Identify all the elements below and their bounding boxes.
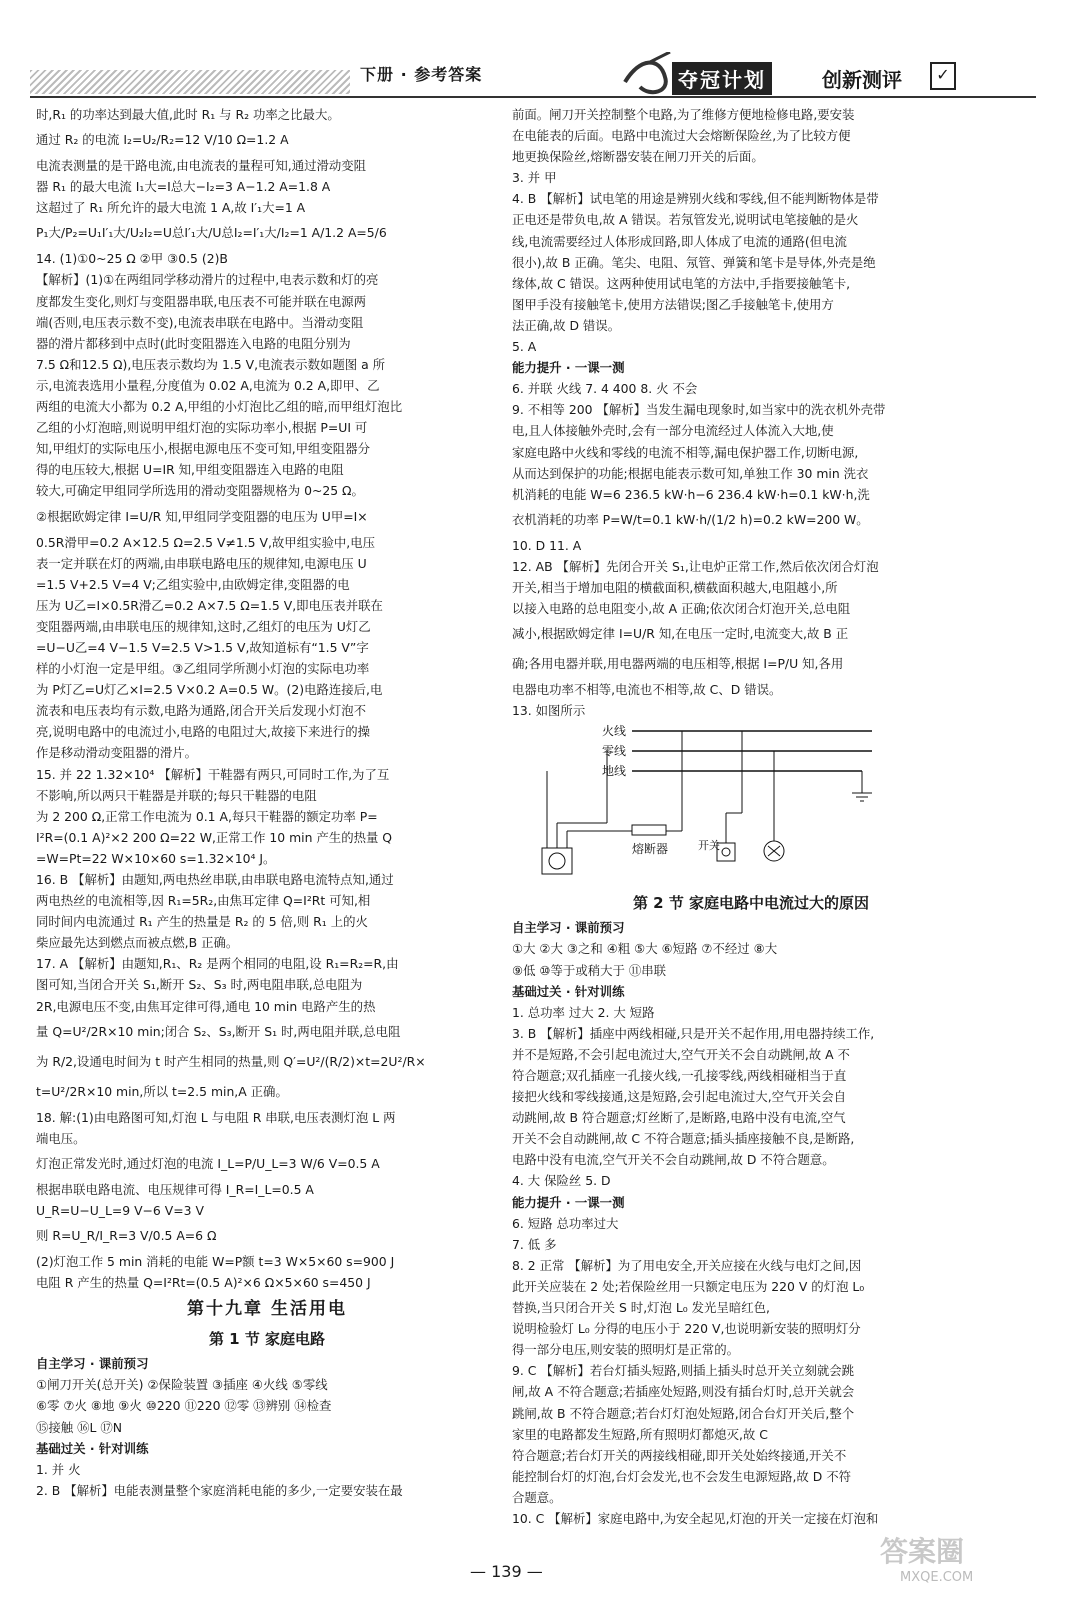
watermark-url: MXQE.COM: [900, 1570, 974, 1585]
subsection-heading: 基础过关 · 针对训练: [512, 983, 625, 999]
text-line: 【解析】(1)①在两组同学移动滑片的过程中,电表示数和灯的亮: [36, 272, 379, 288]
text-line: 17. A 【解析】由题知,R₁、R₂ 是两个相同的电阻,设 R₁=R₂=R,由: [36, 956, 399, 972]
text-line: 确;各用电器并联,用电器两端的电压相等,根据 I=P/U 知,各用: [512, 656, 844, 672]
header-title: 创新测评: [822, 68, 902, 92]
text-line: 示,电流表选用小量程,分度值为 0.02 A,电流为 0.2 A,即甲、乙: [36, 377, 380, 393]
text-line: 柴应最先达到燃点而被点燃,B 正确。: [36, 935, 239, 951]
text-line: 地更换保险丝,熔断器安装在闸刀开关的后面。: [512, 149, 764, 165]
text-line: 度都发生变化,则灯与变阻器串联,电压表不可能并联在电源两: [36, 293, 367, 309]
text-line: 2R,电源电压不变,由焦耳定律可得,通电 10 min 电路产生的热: [36, 998, 376, 1014]
text-line: 两组的电流大小都为 0.2 A,甲组的小灯泡比乙组的暗,而甲组灯泡比: [36, 399, 403, 415]
text-line: 知,甲组灯的实际电压小,根据电源电压不变可知,甲组变阻器分: [36, 441, 370, 457]
text-line: t=U²/2R×10 min,所以 t=2.5 min,A 正确。: [36, 1083, 288, 1099]
text-line: ②根据欧姆定律 I=U/R 知,甲组同学变阻器的电压为 U甲=I×: [36, 508, 368, 524]
chapter-title: 第十九章 生活用电: [187, 1299, 347, 1320]
text-line: 6. 并联 火线 7. 4 400 8. 火 不会: [512, 381, 698, 397]
text-line: 较大,可确定甲组同学所选用的滑动变阻器规格为 0~25 Ω。: [36, 483, 364, 499]
text-line: 根据串联电路电流、电压规律可得 I_R=I_L=0.5 A: [36, 1181, 314, 1197]
text-line: U_R=U−U_L=9 V−6 V=3 V: [36, 1202, 204, 1218]
text-line: 得一部分电压,则安装的照明灯是正常的。: [512, 1342, 739, 1358]
text-line: 时,R₁ 的功率达到最大值,此时 R₁ 与 R₂ 功率之比最大。: [36, 107, 340, 122]
text-line: 两电热丝的电流相等,因 R₁=5R₂,由焦耳定律 Q=I²Rt 可知,相: [36, 893, 371, 909]
text-line: ⑨低 ⑩等于或稍大于 ⑪串联: [512, 962, 666, 978]
text-line: 缘体,故 C 错误。这两种使用试电笔的方法中,手指要接触笔卡,: [512, 275, 851, 291]
text-line: 此开关应装在 2 处;若保险丝用一只额定电压为 220 V 的灯泡 L₀: [512, 1278, 865, 1294]
text-line: =1.5 V+2.5 V=4 V;乙组实验中,由欧姆定律,变阻器的电: [36, 576, 350, 592]
text-line: 开关,相当于增加电阻的横截面积,横截面积越大,电阻越小,所: [512, 579, 838, 595]
text-line: 闸,故 A 不符合题意;若插座处短路,则没有插台灯时,总开关就会: [512, 1384, 855, 1400]
subsection-heading: 自主学习 · 课前预习: [512, 920, 625, 936]
text-line: 为 R/2,设通电时间为 t 时产生相同的热量,则 Q′=U²/(R/2)×t=2U²/R×: [36, 1053, 426, 1069]
subsection-heading: 基础过关 · 针对训练: [36, 1440, 149, 1456]
neutral-wire-label: 零线: [602, 744, 627, 759]
text-line: 16. B 【解析】由题知,两电热丝串联,由串联电路电流特点知,通过: [36, 872, 394, 887]
text-line: 衣机消耗的功率 P=W/t=0.1 kW·h/(1/2 h)=0.2 kW=200 W。: [512, 511, 869, 527]
text-line: 器 R₁ 的最大电流 I₁大=I总大−I₂=3 A−1.2 A=1.8 A: [36, 179, 331, 195]
text-line: 6. 短路 总功率过大: [512, 1215, 619, 1231]
page-number: — 139 —: [470, 1562, 543, 1581]
text-line: 端电压。: [36, 1130, 86, 1146]
text-line: 为 P灯乙=U灯乙×I=2.5 V×0.2 A=0.5 W。(2)电路连接后,电: [36, 682, 383, 698]
text-line: 家里的电路都发生短路,所有照明灯都熄灭,故 C: [512, 1426, 768, 1442]
text-line: 合题意。: [512, 1489, 562, 1505]
text-line: 端(否则,电压表示数不变),电流表串联在电路中。当滑动变阻: [36, 314, 364, 330]
text-line: 10. C 【解析】家庭电路中,为安全起见,灯泡的开关一定接在灯泡和: [512, 1510, 879, 1526]
text-line: 流表和电压表均有示数,电路为通路,闭合开关后发现小灯泡不: [36, 703, 367, 719]
text-line: 电,且人体接触外壳时,会有一部分电流经过人体流入大地,使: [512, 423, 834, 439]
brand-name: 夺冠计划: [672, 62, 772, 95]
text-line: (2)灯泡工作 5 min 消耗的电能 W=P额 t=3 W×5×60 s=900 J: [36, 1254, 395, 1270]
text-line: 符合题意;双孔插座一孔接火线,一孔接零线,两线相碰相当于直: [512, 1068, 847, 1083]
fuse-label: 熔断器: [632, 842, 669, 857]
header-center-label: 下册 · 参考答案: [360, 65, 483, 84]
check-mark-icon: ✓: [930, 62, 956, 90]
text-line: ①闸刀开关(总开关) ②保险装置 ③插座 ④火线 ⑤零线: [36, 1377, 328, 1393]
socket-icon: [542, 848, 572, 874]
text-line: 7. 低 多: [512, 1236, 557, 1252]
text-line: 很小),故 B 正确。笔尖、电阻、氖管、弹簧和笔卡是导体,外壳是绝: [512, 254, 876, 270]
text-line: =U−U乙=4 V−1.5 V=2.5 V>1.5 V,故知道标有“1.5 V”字: [36, 639, 369, 655]
text-line: 压为 U乙=I×0.5R滑乙=0.2 A×7.5 Ω=1.5 V,即电压表并联在: [36, 597, 383, 613]
ground-wire-label: 地线: [602, 764, 627, 779]
text-line: 电流表测量的是干路电流,由电流表的量程可知,通过滑动变阻: [36, 158, 367, 174]
text-line: 以接入电路的总电阻变小,故 A 正确;依次闭合灯泡开关,总电阻: [512, 601, 851, 617]
text-line: 变阻器两端,由串联电压的规律知,这时,乙组灯的电压为 U灯乙: [36, 618, 371, 634]
text-line: 量 Q=U²/2R×10 min;闭合 S₂、S₃,断开 S₁ 时,两电阻并联,总电阻: [36, 1023, 401, 1039]
right-column: [512, 104, 990, 1529]
text-line: I²R=(0.1 A)²×2 200 Ω=22 W,正常工作 10 min 产生的热量 Q: [36, 829, 393, 845]
header-stripe: [30, 70, 350, 94]
text-line: 13. 如图所示: [512, 703, 586, 719]
text-line: 4. 大 保险丝 5. D: [512, 1173, 611, 1189]
text-line: 亮,说明电路中的电流过小,电路的电阻过大,故接下来进行的操: [36, 724, 370, 740]
text-line: 作是移动滑动变阻器的滑片。: [36, 745, 198, 761]
text-line: 9. C 【解析】若台灯插头短路,则插上插头时总开关立刻就会跳: [512, 1363, 855, 1379]
text-line: 机消耗的电能 W=6 236.5 kW·h−6 236.4 kW·h=0.1 kW·h,洗: [512, 486, 870, 502]
text-line: 1. 总功率 过大 2. 大 短路: [512, 1004, 655, 1020]
text-line: 4. B 【解析】试电笔的用途是辨别火线和零线,但不能判断物体是带: [512, 191, 879, 207]
text-line: 电阻 R 产生的热量 Q=I²Rt=(0.5 A)²×6 Ω×5×60 s=450 J: [36, 1275, 371, 1291]
section-title: 第 2 节 家庭电路中电流过大的原因: [632, 894, 870, 913]
text-line: 12. AB 【解析】先闭合开关 S₁,让电炉正常工作,然后依次闭合灯泡: [512, 558, 879, 574]
subsection-heading: 自主学习 · 课前预习: [36, 1356, 149, 1372]
text-line: 7.5 Ω和12.5 Ω),电压表示数均为 1.5 V,电流表示数如题图 a 所: [36, 356, 385, 372]
text-line: 正电还是带负电,故 A 错误。若氖管发光,说明试电笔接触的是火: [512, 212, 859, 228]
text-line: 18. 解:(1)由电路图可知,灯泡 L 与电阻 R 串联,电压表测灯泡 L 两: [36, 1109, 396, 1125]
text-line: 开关不会自动跳闸,故 C 不符合题意;插头插座接触不良,是断路,: [512, 1131, 855, 1147]
text-line: 从而达到保护的功能;根据电能表示数可知,单独工作 30 min 洗衣: [512, 465, 869, 481]
text-line: ⑥零 ⑦火 ⑧地 ⑨火 ⑩220 ⑪220 ⑫零 ⑬辨别 ⑭检查: [36, 1398, 332, 1414]
text-line: 前面。闸刀开关控制整个电路,为了维修方便地检修电路,要安装: [512, 107, 855, 122]
text-line: 跳闸,故 B 不符合题意;若台灯灯泡处短路,闭合台灯开关后,整个: [512, 1405, 855, 1421]
text-line: 图甲手没有接触笔卡,使用方法错误;图乙手接触笔卡,使用方: [512, 296, 834, 312]
live-wire-label: 火线: [602, 724, 627, 739]
household-circuit-diagram: [522, 723, 882, 883]
text-line: 动跳闸,故 B 符合题意;灯丝断了,是断路,电路中没有电流,空气: [512, 1110, 846, 1126]
text-line: 9. 不相等 200 【解析】当发生漏电现象时,如当家中的洗衣机外壳带: [512, 402, 886, 418]
text-line: 图可知,当闭合开关 S₁,断开 S₂、S₃ 时,两电阻串联,总电阻为: [36, 977, 363, 993]
text-line: ①大 ②大 ③之和 ④粗 ⑤大 ⑥短路 ⑦不经过 ⑧大: [512, 941, 778, 957]
left-column: [36, 104, 498, 1501]
subsection-heading: 能力提升 · 一课一测: [512, 360, 625, 376]
text-line: 5. A: [512, 339, 537, 355]
text-line: 不影响,所以两只干鞋器是并联的;每只干鞋器的电阻: [36, 787, 317, 803]
text-line: 表一定并联在灯的两端,由串联电路电压的规律知,电源电压 U: [36, 555, 367, 571]
text-line: 符合题意;若台灯开关的两接线相碰,即开关处始终接通,开关不: [512, 1447, 847, 1463]
switch-label: 开关: [698, 839, 720, 853]
section-title: 第 1 节 家庭电路: [208, 1330, 326, 1349]
text-line: 能控制台灯的灯泡,台灯会发光,也不会发生电源短路,故 D 不符: [512, 1468, 851, 1484]
text-line: 同时间内电流通过 R₁ 产生的热量是 R₂ 的 5 倍,则 R₁ 上的火: [36, 914, 368, 930]
text-line: 减小,根据欧姆定律 I=U/R 知,在电压一定时,电流变大,故 B 正: [512, 626, 849, 642]
text-line: P₁大/P₂=U₁I′₁大/U₂I₂=U总I′₁大/U总I₂=I′₁大/I₂=1 A/1.2 A=5/6: [36, 225, 387, 241]
text-line: 14. (1)①0~25 Ω ②甲 ③0.5 (2)B: [36, 251, 228, 267]
header-rule: [30, 96, 1036, 98]
text-line: 10. D 11. A: [512, 537, 582, 553]
text-line: 这超过了 R₁ 所允许的最大电流 1 A,故 I′₁大=1 A: [36, 200, 306, 216]
text-line: 3. 并 甲: [512, 170, 557, 186]
text-line: ⑮接触 ⑯L ⑰N: [36, 1419, 123, 1435]
text-line: 通过 R₂ 的电流 I₂=U₂/R₂=12 V/10 Ω=1.2 A: [36, 132, 289, 148]
text-line: 接把火线和零线接通,这是短路,会引起电流过大,空气开关会自: [512, 1089, 846, 1105]
text-line: 乙组的小灯泡暗,则说明甲组灯泡的实际功率小,根据 P=UI 可: [36, 420, 368, 436]
text-line: 电器电功率不相等,电流也不相等,故 C、D 错误。: [512, 682, 782, 698]
text-line: 在电能表的后面。电路中电流过大会熔断保险丝,为了比较方便: [512, 128, 851, 144]
watermark-logo: 答案圈: [880, 1535, 965, 1568]
text-line: 器的滑片都移到中点时(此时变阻器连入电路的电阻分别为: [36, 335, 351, 351]
text-line: 说明检验灯 L₀ 分得的电压小于 220 V,也说明新安装的照明灯分: [512, 1321, 861, 1337]
text-line: 15. 并 22 1.32×10⁴ 【解析】干鞋器有两只,可同时工作,为了互: [36, 766, 390, 782]
text-line: 0.5R滑甲=0.2 A×12.5 Ω=2.5 V≠1.5 V,故甲组实验中,电压: [36, 534, 375, 550]
text-line: =W=Pt=22 W×10×60 s=1.32×10⁴ J。: [36, 850, 276, 866]
text-line: 替换,当只闭合开关 S 时,灯泡 L₀ 发光呈暗红色,: [512, 1300, 770, 1316]
fuse-icon: [632, 825, 666, 835]
text-line: 则 R=U_R/I_R=3 V/0.5 A=6 Ω: [36, 1228, 217, 1244]
text-line: 1. 并 火: [36, 1461, 81, 1477]
text-line: 8. 2 正常 【解析】为了用电安全,开关应接在火线与电灯之间,因: [512, 1257, 862, 1273]
text-line: 灯泡正常发光时,通过灯泡的电流 I_L=P/U_L=3 W/6 V=0.5 A: [36, 1155, 380, 1171]
text-line: 样的小灯泡一定是甲组。③乙组同学所测小灯泡的实际电功率: [36, 661, 370, 677]
subsection-heading: 能力提升 · 一课一测: [512, 1194, 625, 1210]
text-line: 法正确,故 D 错误。: [512, 317, 621, 333]
text-line: 线,电流需要经过人体形成回路,即人体成了电流的通路(但电流: [512, 233, 847, 249]
text-line: 并不是短路,不会引起电流过大,空气开关不会自动跳闸,故 A 不: [512, 1046, 850, 1062]
text-line: 得的电压较大,根据 U=IR 知,甲组变阻器连入电路的电阻: [36, 462, 344, 478]
text-line: 3. B 【解析】插座中两线相碰,只是开关不起作用,用电器持续工作,: [512, 1025, 875, 1041]
text-line: 2. B 【解析】电能表测量整个家庭消耗电能的多少,一定要安装在最: [36, 1482, 403, 1498]
text-line: 为 2 200 Ω,正常工作电流为 0.1 A,每只干鞋器的额定功率 P=: [36, 808, 378, 824]
text-line: 电路中没有电流,空气开关不会自动跳闸,故 D 不符合题意。: [512, 1152, 835, 1168]
text-line: 家庭电路中火线和零线的电流不相等,漏电保护器工作,切断电源,: [512, 444, 859, 460]
